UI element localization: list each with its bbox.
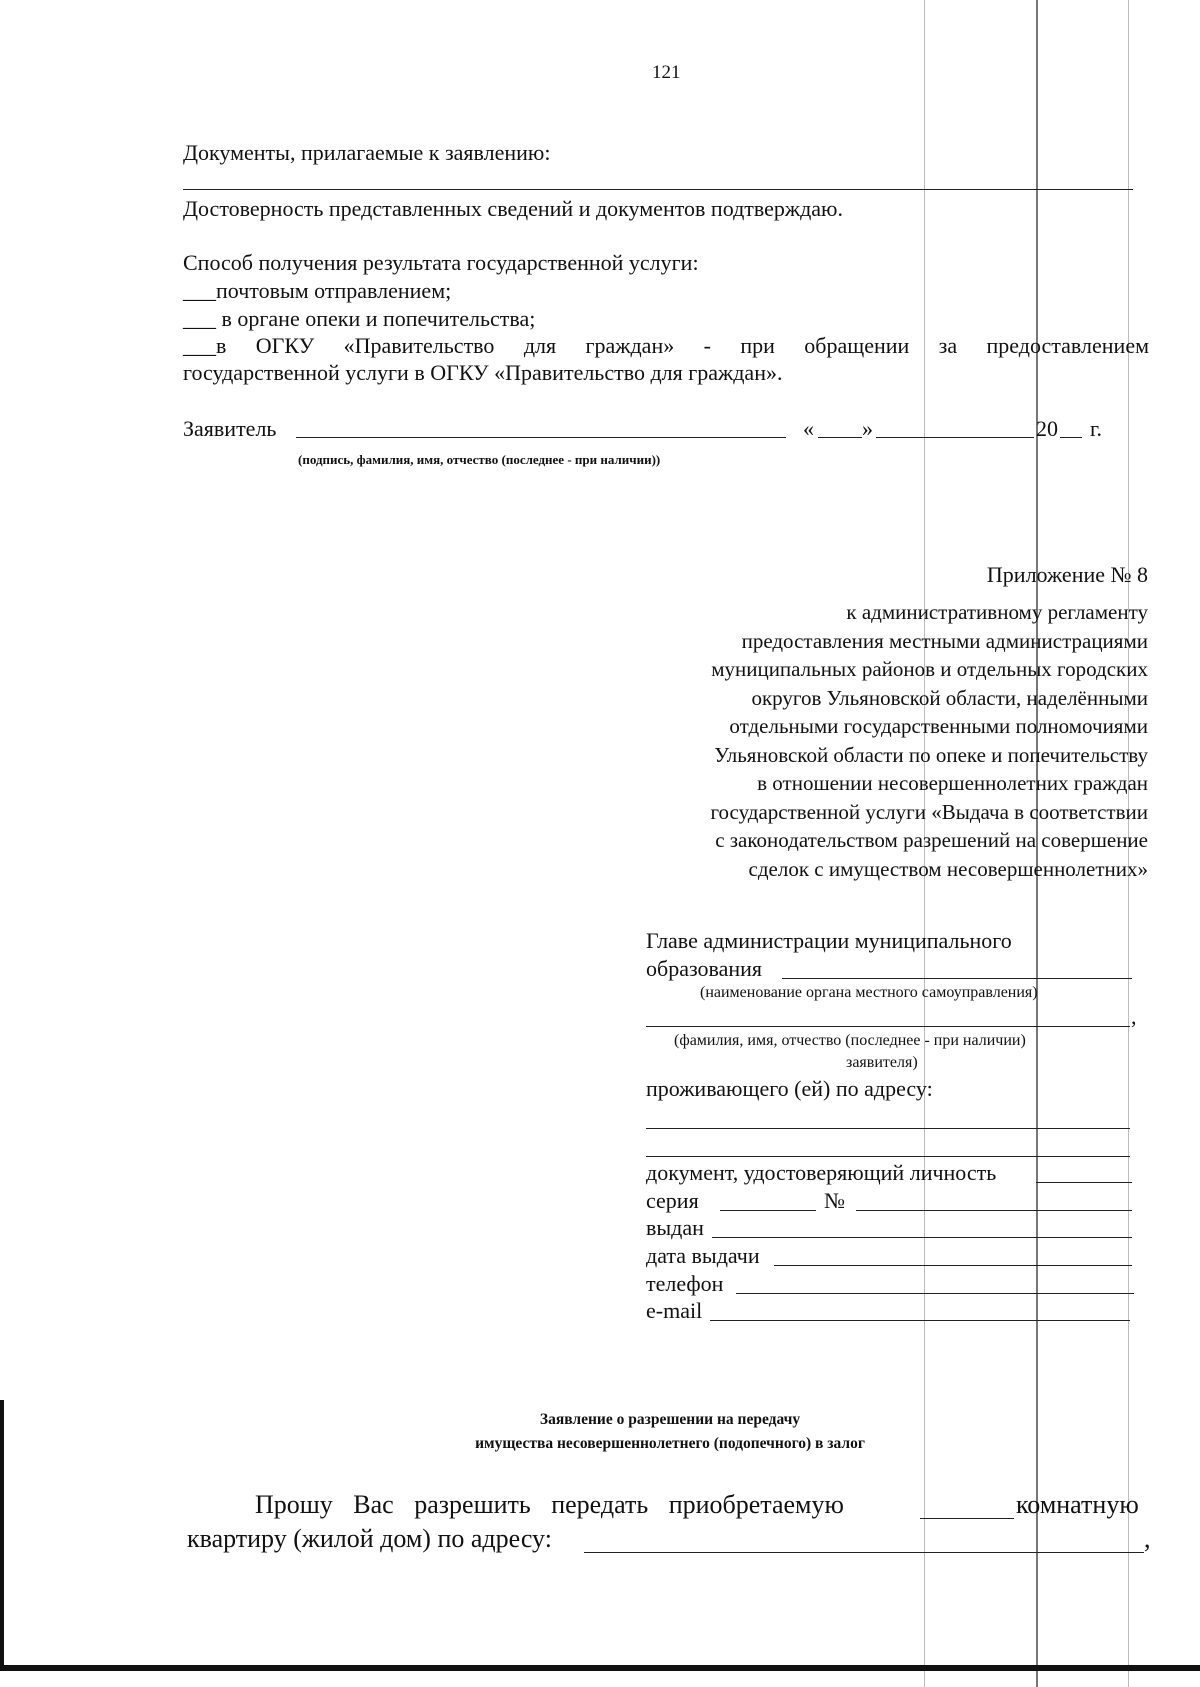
number-sign: №	[824, 1188, 845, 1213]
date-close-quote: »	[862, 416, 873, 441]
page-number: 121	[652, 62, 681, 83]
applicant-signature-line[interactable]	[296, 437, 786, 438]
applicant-fio-line[interactable]	[646, 1026, 1130, 1027]
applicant-label: Заявитель	[183, 416, 277, 441]
issue-date-line[interactable]	[774, 1265, 1132, 1266]
annex-line: к административному регламенту	[846, 600, 1148, 624]
method-option-ogku: ___в ОГКУ «Правительство для граждан» - при обращении за предоставлением	[183, 333, 1149, 358]
docs-line	[183, 189, 1133, 190]
scan-left-border	[0, 1400, 4, 1670]
phone-line[interactable]	[736, 1293, 1134, 1294]
method-option-ogku-cont: государственной услуги в ОГКУ «Правительство для граждан».	[183, 360, 783, 385]
annex-line: предоставления местными администрациями	[741, 628, 1148, 653]
address-line-2[interactable]	[646, 1156, 1130, 1157]
method-title: Способ получения результата государственной услуги:	[183, 250, 699, 275]
email-line[interactable]	[710, 1320, 1130, 1321]
addressee-head-line2: образования	[646, 956, 763, 981]
series-label: серия	[646, 1188, 699, 1213]
fio-hint-line1: (фамилия, имя, отчество (последнее - при наличии)	[674, 1032, 1026, 1049]
number-line[interactable]	[856, 1210, 1132, 1211]
statement-body-line2: квартиру (жилой дом) по адресу:	[187, 1524, 552, 1553]
statement-title-line1: Заявление о разрешении на передачу	[539, 1411, 801, 1428]
method-option-mail: ___почтовым отправлением;	[183, 278, 452, 303]
issued-label: выдан	[646, 1215, 704, 1240]
issue-date-label: дата выдачи	[646, 1243, 760, 1268]
email-label: e-mail	[646, 1298, 703, 1323]
id-doc-label: документ, удостоверяющий личность	[646, 1160, 997, 1185]
org-hint: (наименование органа местного самоуправления)	[700, 984, 1038, 1001]
property-address-line[interactable]	[584, 1552, 1144, 1553]
annex-line: сделок с имуществом несовершеннолетних»	[748, 856, 1148, 881]
date-year-suffix: г.	[1090, 416, 1103, 441]
statement-body-line1: Прошу Вас разрешить передать приобретаемую	[255, 1490, 844, 1519]
phone-label: телефон	[646, 1271, 724, 1296]
date-open-quote: «	[803, 416, 814, 441]
date-year-prefix: 20	[1036, 416, 1058, 441]
address-line-1[interactable]	[646, 1128, 1130, 1129]
confirm-text: Достоверность представленных сведений и документов подтверждаю.	[183, 196, 843, 221]
annex-line: Ульяновской области по опеке и попечительству	[714, 742, 1148, 767]
municipality-line[interactable]	[782, 978, 1132, 979]
series-line[interactable]	[720, 1210, 816, 1211]
issued-line[interactable]	[712, 1237, 1132, 1238]
id-doc-line[interactable]	[1036, 1182, 1132, 1183]
date-day-line[interactable]	[818, 437, 862, 438]
signature-hint: (подпись, фамилия, имя, отчество (последнее - при наличии))	[298, 452, 661, 467]
statement-title-line2: имущества несовершеннолетнего (подопечного) в залог	[475, 1435, 865, 1452]
scan-bottom-border	[0, 1665, 1200, 1671]
annex-title: Приложение № 8	[986, 562, 1148, 587]
annex-line: государственной услуги «Выдача в соответствии	[710, 799, 1148, 824]
annex-line: с законодательством разрешений на совершение	[715, 828, 1148, 852]
annex-line: муниципальных районов и отдельных городских	[711, 657, 1148, 681]
room-count-line[interactable]	[920, 1518, 1014, 1519]
annex-line: округов Ульяновской области, наделёнными	[751, 685, 1148, 710]
annex-line: в отношении несовершеннолетних граждан	[757, 771, 1148, 795]
statement-body-line1-end: комнатную	[1016, 1490, 1139, 1519]
residing-label: проживающего (ей) по адресу:	[646, 1076, 933, 1101]
fio-hint-line2: заявителя)	[846, 1054, 918, 1071]
annex-line: отдельными государственными полномочиями	[729, 714, 1148, 738]
docs-label: Документы, прилагаемые к заявлению:	[183, 140, 551, 165]
statement-body-line2-comma: ,	[1144, 1524, 1151, 1553]
addressee-head-line1: Главе администрации муниципального	[646, 928, 1012, 953]
date-year-line[interactable]	[1060, 437, 1082, 438]
annex-description	[588, 598, 1148, 883]
date-month-line[interactable]	[876, 437, 1034, 438]
fio-comma: ,	[1131, 1004, 1137, 1029]
method-option-guardianship: ___ в органе опеки и попечительства;	[183, 306, 536, 331]
